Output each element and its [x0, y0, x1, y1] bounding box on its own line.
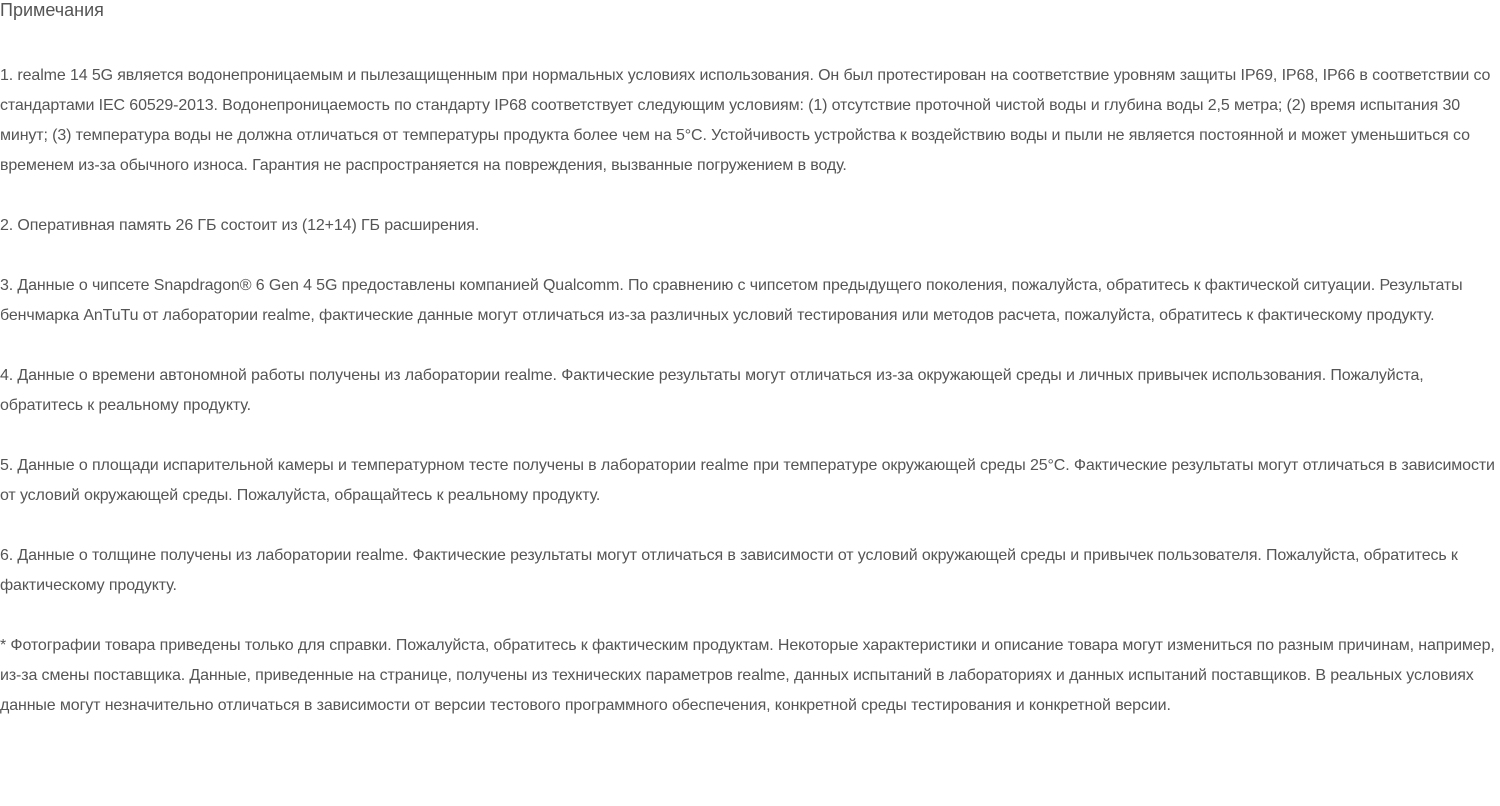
note-disclaimer: * Фотографии товара приведены только для справки. Пожалуйста, обратитесь к фактическим продуктам. Некоторые характеристики и описание товара могут измениться по разным причинам, например, из-за смены поставщика. Данные, приведенные на странице, получены из технических параметров realme, данных испытаний в лабораториях и данных испытаний поставщиков. В реальных условиях данные могут незначительно отличаться в зависимости от версии тестового программного обеспечения, конкретной среды тестирования и конкретной версии. [0, 637, 1495, 714]
note-1: 1. realme 14 5G является водонепроницаемым и пылезащищенным при нормальных условиях использования. Он был протестирован на соответствие уровням защиты IP69, IP68, IP66 в соответствии со стандартами IEC 60529-2013. Водонепроницаемость по стандарту IP68 соответствует следующим условиям: (1) отсутствие проточной чистой воды и глубина воды 2,5 метра; (2) время испытания 30 минут; (3) температура воды не должна отличаться от температуры продукта более чем на 5°C. Устойчивость устройства к воздействию воды и пыли не является постоянной и может уменьшиться со временем из-за обычного износа. Гарантия не распространяется на повреждения, вызванные погружением в воду. [0, 67, 1491, 174]
note-3: 3. Данные о чипсете Snapdragon® 6 Gen 4 5G предоставлены компанией Qualcomm. По сравнению с чипсетом предыдущего поколения, пожалуйста, обратитесь к фактической ситуации. Результаты бенчмарка AnTuTu от лаборатории realme, фактические данные могут отличаться из-за различных условий тестирования или методов расчета, пожалуйста, обратитесь к фактическому продукту. [0, 277, 1463, 324]
notes-list [0, 61, 1498, 721]
note-4: 4. Данные о времени автономной работы получены из лаборатории realme. Фактические результаты могут отличаться из-за окружающей среды и личных привычек использования. Пожалуйста, обратитесь к реальному продукту. [0, 367, 1424, 414]
note-2: 2. Оперативная память 26 ГБ состоит из (12+14) ГБ расширения. [0, 217, 480, 234]
note-6: 6. Данные о толщине получены из лаборатории realme. Фактические результаты могут отличаться в зависимости от условий окружающей среды и привычек пользователя. Пожалуйста, обратитесь к фактическому продукту. [0, 547, 1458, 594]
note-5: 5. Данные о площади испарительной камеры и температурном тесте получены в лаборатории realme при температуре окружающей среды 25°C. Фактические результаты могут отличаться в зависимости от условий окружающей среды. Пожалуйста, обращайтесь к реальному продукту. [0, 457, 1495, 504]
notes-title: Примечания [0, 0, 104, 20]
